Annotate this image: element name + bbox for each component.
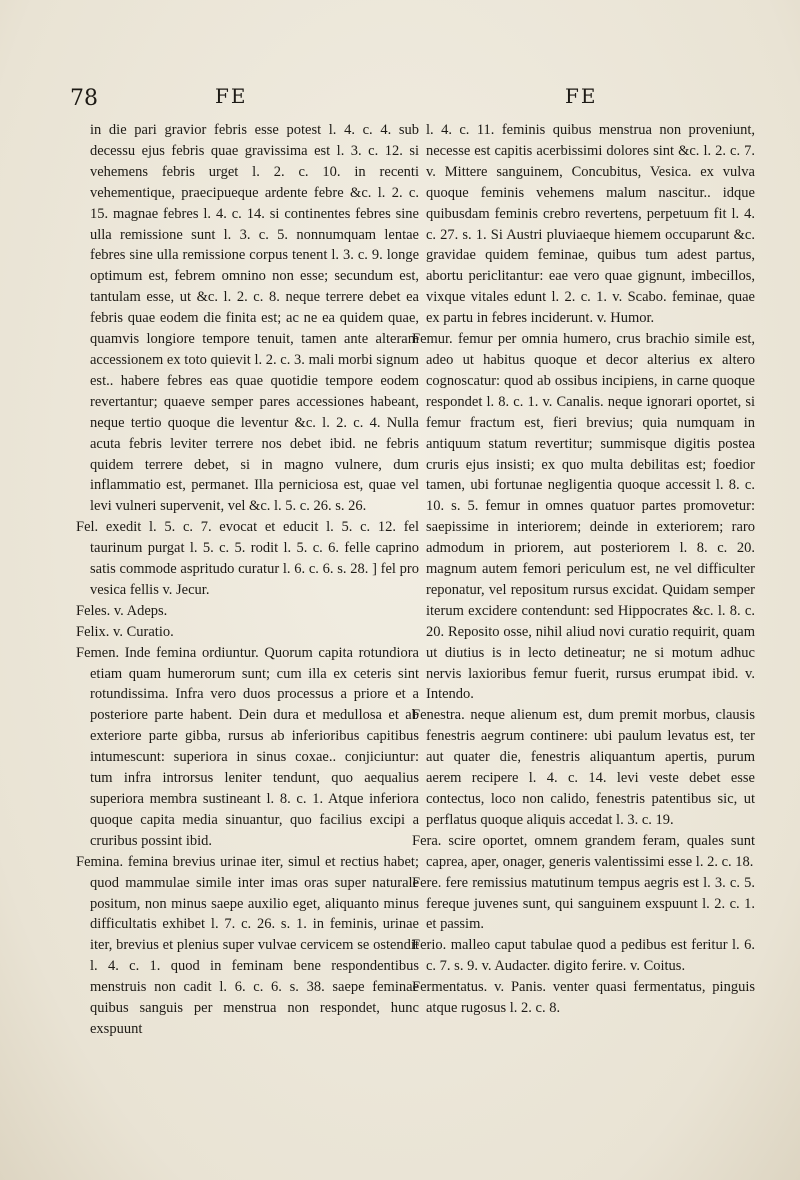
dictionary-entry [76, 517, 419, 601]
entry-text: Femina. femina brevius urinae iter, simul et rectius habet; quod mammulae simile inter imas oras super naturale positum, non minus saepe auxilio eget, aliquanto minus difficultatis exhibet l. 7. c. 26. s. 1. in feminis, urinae iter, brevius et plenius super vulvae cervicem se ostendit l. 4. c. 1. quod in feminam bene respondentibus menstruis non cadit l. 6. c. 6. s. 38. saepe feminae quibus sanguis per menstrua non respondet, hunc exspuunt [76, 853, 419, 1037]
entry-text: Feles. v. Adeps. [76, 602, 168, 619]
dictionary-entry [76, 852, 419, 1040]
entry-text: Fera. scire oportet, omnem grandem feram, quales sunt caprea, aper, onager, generis valentissimi esse l. 2. c. 18. [412, 832, 755, 870]
running-head-right: FE [565, 84, 598, 108]
entry-text: Fenestra. neque alienum est, dum premit morbus, clausis fenestris aegrum continere: ubi paulum levatus est, ter aut quater die, fenestris aliquantum apertis, purum aerem recipere l. 4. c. 14. levi veste debet esse contectus, loco non calido, fenestris patentibus sic, ut perflatus quoque aliquis accedat l. 3. c. 19. [412, 707, 755, 828]
dictionary-entry [76, 601, 419, 622]
entry-text: in die pari gravior febris esse potest l. 4. c. 4. sub decessu ejus febris quae gravissima est l. 3. c. 12. si vehemens febris urget l. 2. c. 10. in recenti vehementique, praecipueque ardente febre &c. l. 2. c. 15. magnae febres l. 4. c. 14. si continentes febres sine ulla remissione sunt l. 3. c. 5. nonnumquam lentae febres sine ulla remissione corpus tenent l. 3. c. 9. longe optimum est, febrem omnino non esse; secundum est, tantulam esse, ut &c. l. 2. c. 8. neque terrere debet ea febris quae eodem die finita est; ac ne ea quidem quae, quamvis longiore tempore tenuit, tamen ante alteram accessionem ex toto quievit l. 2. c. 3. mali morbi signum est.. habere febres eas quae quotidie tempore eodem revertantur; quaeve semper pares accessiones habeant, neque tertio quoque die leventur &c. l. 2. c. 4. Nulla acuta febris leviter terrere nos debet ibid. ne febris quidem terrere debet, si in magno vulnere, dum inflammatio est, permanet. Illa perniciosa est, quae vel levi vulneri supervenit, vel &c. l. 5. c. 26. s. 26. [90, 122, 419, 515]
left-column [76, 120, 419, 1040]
dictionary-entry [412, 935, 755, 977]
right-column [412, 120, 755, 1019]
page-number: 78 [70, 86, 98, 111]
running-head-left: FE [215, 84, 248, 108]
dictionary-entry [412, 873, 755, 936]
entry-text: l. 4. c. 11. feminis quibus menstrua non proveniunt, necesse est capitis acerbissimi dolores sint &c. l. 2. c. 7. v. Mittere sanguinem, Concubitus, Vesica. ex vulva quoque feminis vehemens malum nascitur.. idque quibusdam feminis crebro revertens, perpetuum fit l. 4. c. 27. s. 1. Si Austri pluviaeque hiemem occuparunt &c. gravidae quidem feminae, quibus tum adest partus, abortu periclitantur: eae vero quae gignunt, imbecillos, vixque vitales edunt l. 2. c. 1. v. Scabo. feminae, quae ex partu in febres inciderunt. v. Humor. [426, 122, 755, 327]
entry-text: Ferio. malleo caput tabulae quod a pedibus est feritur l. 6. c. 7. s. 9. v. Audacter. digito ferire. v. Coitus. [412, 937, 755, 975]
entry-text: Fere. fere remissius matutinum tempus aegris est l. 3. c. 5. fereque juvenes sunt, qui sanguinem exspuunt l. 2. c. 1. et passim. [412, 874, 755, 933]
dictionary-entry [412, 329, 755, 705]
dictionary-entry [412, 705, 755, 830]
entry-text: Femur. femur per omnia humero, crus brachio simile est, adeo ut habitus quoque et decor alterius ex altero cognoscatur: quod ab ossibus incipiens, in carne quoque respondet l. 8. c. 1. v. Canalis. neque ignorari oportet, si femur fractum est, fieri brevius; quia numquam in antiquum statum revertitur; summisque digitis postea cruris ejus insisti; ex quo multa debilitas est; foedior tamen, ubi fortunae negligentia quoque accessit l. 8. c. 10. s. 5. femur in omnes quatuor partes promovetur: saepissime in interiorem; deinde in exteriorem; raro admodum in priorem, aut posteriorem l. 8. c. 20. magnum autem femori periculum est, ne vel difficulter reponatur, vel repositum rursus excidat. Quidam semper iterum excidere contendunt: sed Hippocrates &c. l. 8. c. 20. Reposito osse, nihil aliud novi curatio requirit, quam ut diutius is in lecto detineatur; ne si motum adhuc nervis laxioribus femur fuerit, rursus erumpat ibid. v. Intendo. [412, 331, 755, 703]
entry-text: Fermentatus. v. Panis. venter quasi fermentatus, pinguis atque rugosus l. 2. c. 8. [412, 979, 755, 1017]
dictionary-entry [412, 831, 755, 873]
dictionary-entry [412, 977, 755, 1019]
page-header [0, 86, 800, 120]
dictionary-entry [412, 120, 755, 329]
entry-text: Fel. exedit l. 5. c. 7. evocat et educit l. 5. c. 12. fel taurinum purgat l. 5. c. 5. rodit l. 5. c. 6. felle caprino satis commode aspritudo curatur l. 6. c. 6. s. 28. ] fel pro vesica fellis v. Jecur. [76, 519, 419, 598]
dictionary-entry [76, 622, 419, 643]
dictionary-entry [76, 120, 419, 517]
entry-text: Felix. v. Curatio. [76, 623, 174, 640]
entry-text: Femen. Inde femina ordiuntur. Quorum capita rotundiora etiam quam humerorum sunt; cum illa ex ceteris sint rotundissima. Infra vero duos processus a priore et a posteriore parte habent. Dein dura et medullosa et ab exteriore parte gibba, rursus ab inferioribus capitibus intumescunt: superiora in sinus coxae.. conjiciuntur: tum infra introrsus leniter tendunt, quo aequalius superiora membra sustineant l. 8. c. 1. Atque inferiora quoque capita media sinuantur, quo facilius excipi a cruribus possint ibid. [76, 644, 419, 849]
dictionary-entry [76, 643, 419, 852]
